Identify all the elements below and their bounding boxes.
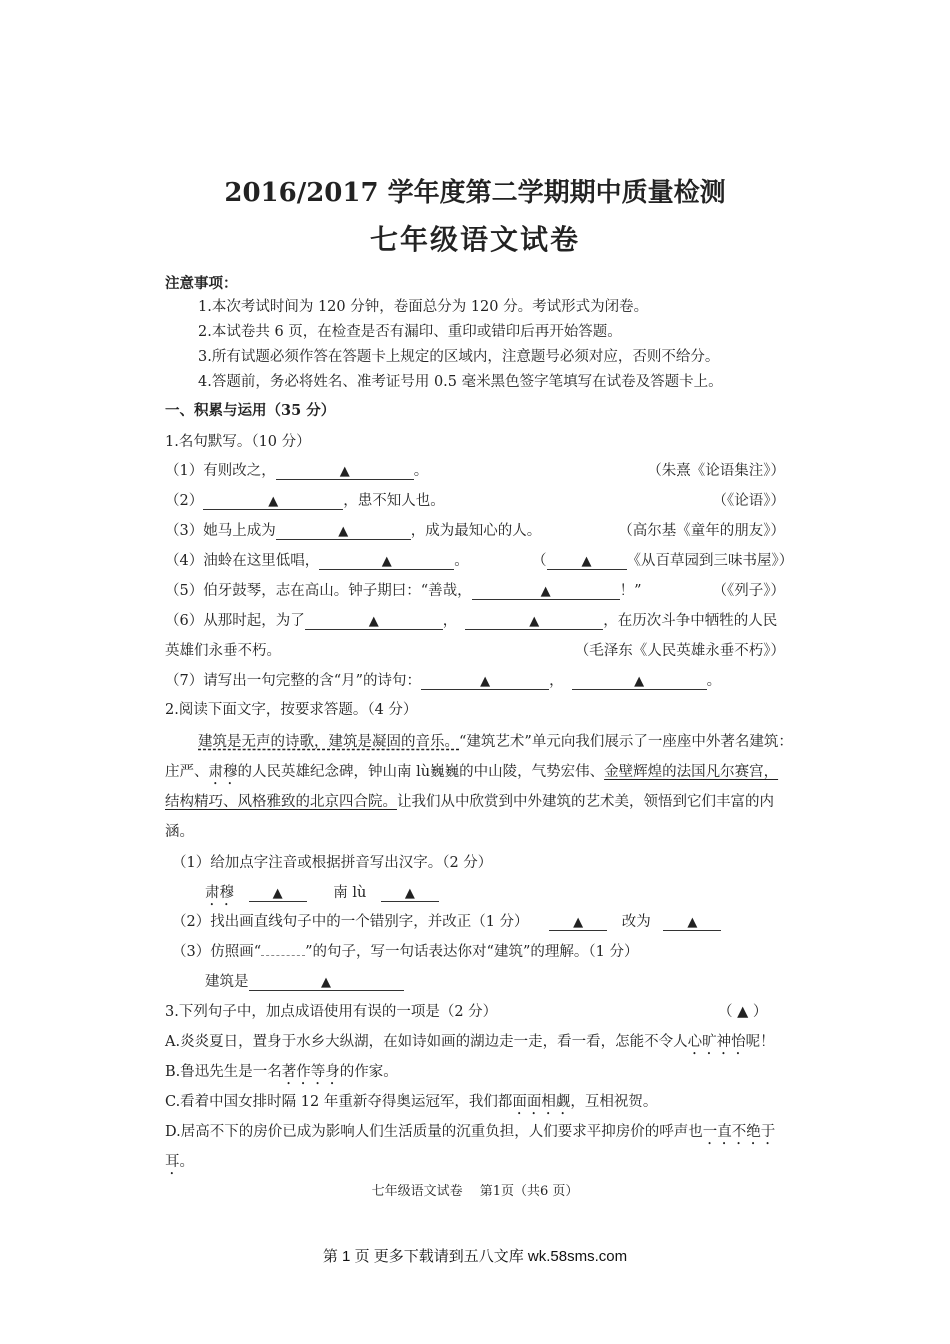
- q2-title: 2.阅读下面文字，按要求答题。（4 分）: [165, 702, 418, 718]
- q3-option-b: B.鲁迅先生是一名著作等身的作家。: [165, 1064, 398, 1080]
- q2-sub1-answers: 肃穆 ▲ 南 lù ▲: [205, 881, 439, 909]
- answer-blank[interactable]: ▲: [381, 885, 439, 902]
- q1-item-2: （2） ▲ ，患不知人也。: [165, 493, 445, 509]
- notice-heading: 注意事项：: [165, 275, 238, 292]
- q1-item-6-cont: 英雄们永垂不朽。: [165, 643, 281, 659]
- answer-blank[interactable]: ▲: [319, 553, 454, 570]
- dashed-sample-line: [261, 945, 305, 956]
- answer-blank[interactable]: ▲: [249, 885, 307, 902]
- q1-source: （朱熹《论语集注》）: [647, 463, 785, 479]
- q2-passage-line: 建筑是无声的诗歌，建筑是凝固的音乐。“建筑艺术”单元向我们展示了一座座中外著名建筑：: [198, 734, 793, 750]
- q3-title: 3.下列句子中，加点成语使用有误的一项是（2 分）: [165, 1004, 498, 1020]
- page-footer: 七年级语文试卷 第1页（共6 页）: [371, 1184, 579, 1199]
- q1-item-5: （5）伯牙鼓琴，志在高山。钟子期曰：“善哉， ▲ ！”: [165, 583, 642, 599]
- section-heading: 一、积累与运用（35 分）: [165, 402, 336, 419]
- q1-item-7: （7）请写出一句完整的含“月”的诗句： ▲ ， ▲ 。: [165, 673, 722, 689]
- q3-option-a: A.炎炎夏日，置身于水乡大纵湖，在如诗如画的湖边走一走，看一看，怎能不令人心旷神怡呢！: [165, 1034, 775, 1050]
- q2-passage-line: 涵。: [165, 824, 194, 840]
- q1-source: （《列子》）: [712, 583, 785, 599]
- q2-sub3: （3）仿照画“ ”的句子，写一句话表达你对“建筑”的理解。（1 分）: [172, 944, 639, 960]
- answer-blank[interactable]: ▲: [547, 553, 627, 570]
- answer-blank[interactable]: ▲: [465, 613, 603, 630]
- q3-answer-box[interactable]: （ ▲ ）: [718, 1004, 768, 1020]
- q3-option-d: D.居高不下的房价已成为影响人们生活质量的沉重负担，人们要求平抑房价的呼声也一直不绝于: [165, 1124, 776, 1140]
- notice-item: 1.本次考试时间为 120 分钟，卷面总分为 120 分。考试形式为闭卷。: [198, 299, 649, 315]
- notice-item: 2.本试卷共 6 页，在检查是否有漏印、重印或错印后再开始答题。: [198, 324, 622, 340]
- exam-subtitle: 七年级语文试卷: [369, 223, 580, 256]
- q1-source: （毛泽东《人民英雄永垂不朽》）: [574, 643, 785, 659]
- answer-blank[interactable]: ▲: [249, 974, 404, 991]
- answer-blank[interactable]: ▲: [472, 583, 620, 600]
- answer-blank[interactable]: ▲: [276, 523, 411, 540]
- q3-option-d-cont: 耳。: [165, 1154, 194, 1170]
- q3-option-c: C.看着中国女排时隔 12 年重新夺得奥运冠军，我们都面面相觑，互相祝贺。: [165, 1094, 658, 1110]
- q2-sub1: （1）给加点字注音或根据拼音写出汉字。（2 分）: [172, 855, 493, 871]
- answer-blank[interactable]: ▲: [421, 673, 549, 690]
- answer-blank[interactable]: ▲: [663, 914, 721, 931]
- q2-passage-line: 庄严、肃穆的人民英雄纪念碑，钟山南 lù巍巍的中山陵，气势宏伟、金壁辉煌的法国凡尔赛宫，: [165, 764, 779, 780]
- answer-blank[interactable]: ▲: [203, 493, 343, 510]
- q2-sub2: （2）找出画直线句子中的一个错别字，并改正（1 分） ▲ 改为 ▲: [172, 910, 721, 931]
- answer-blank[interactable]: ▲: [305, 613, 443, 630]
- q1-item-3: （3）她马上成为 ▲ ，成为最知心的人。: [165, 523, 542, 539]
- download-watermark: 第 1 页 更多下载请到五八文库 wk.58sms.com: [322, 1248, 628, 1265]
- exam-title: 2016/2017 学年度第二学期期中质量检测: [224, 178, 726, 208]
- q1-title: 1.名句默写。（10 分）: [165, 434, 311, 450]
- answer-blank[interactable]: ▲: [549, 914, 607, 931]
- answer-blank[interactable]: ▲: [572, 673, 707, 690]
- q2-sub3-answer: 建筑是 ▲: [205, 970, 404, 991]
- q1-item-4: （4）油蛉在这里低唱， ▲ 。: [165, 553, 469, 569]
- notice-item: 4.答题前，务必将姓名、准考证号用 0.5 毫米黑色签字笔填写在试卷及答题卡上。: [198, 374, 723, 390]
- q1-item-1: （1）有则改之， ▲ 。: [165, 463, 429, 479]
- notice-item: 3.所有试题必须作答在答题卡上规定的区域内，注意题号必须对应，否则不给分。: [198, 349, 720, 365]
- q1-source: （《论语》）: [712, 493, 785, 509]
- q1-source: （ ▲ 《从百草园到三味书屋》）: [532, 553, 794, 569]
- q1-source: （高尔基《童年的朋友》）: [618, 523, 785, 539]
- answer-blank[interactable]: ▲: [276, 463, 414, 480]
- q1-item-6: （6）从那时起，为了 ▲ ， ▲ ，在历次斗争中牺牲的人民: [165, 613, 778, 629]
- q2-passage-line: 结构精巧、风格雅致的北京四合院。让我们从中欣赏到中外建筑的艺术美，领悟到它们丰富的内: [165, 794, 774, 810]
